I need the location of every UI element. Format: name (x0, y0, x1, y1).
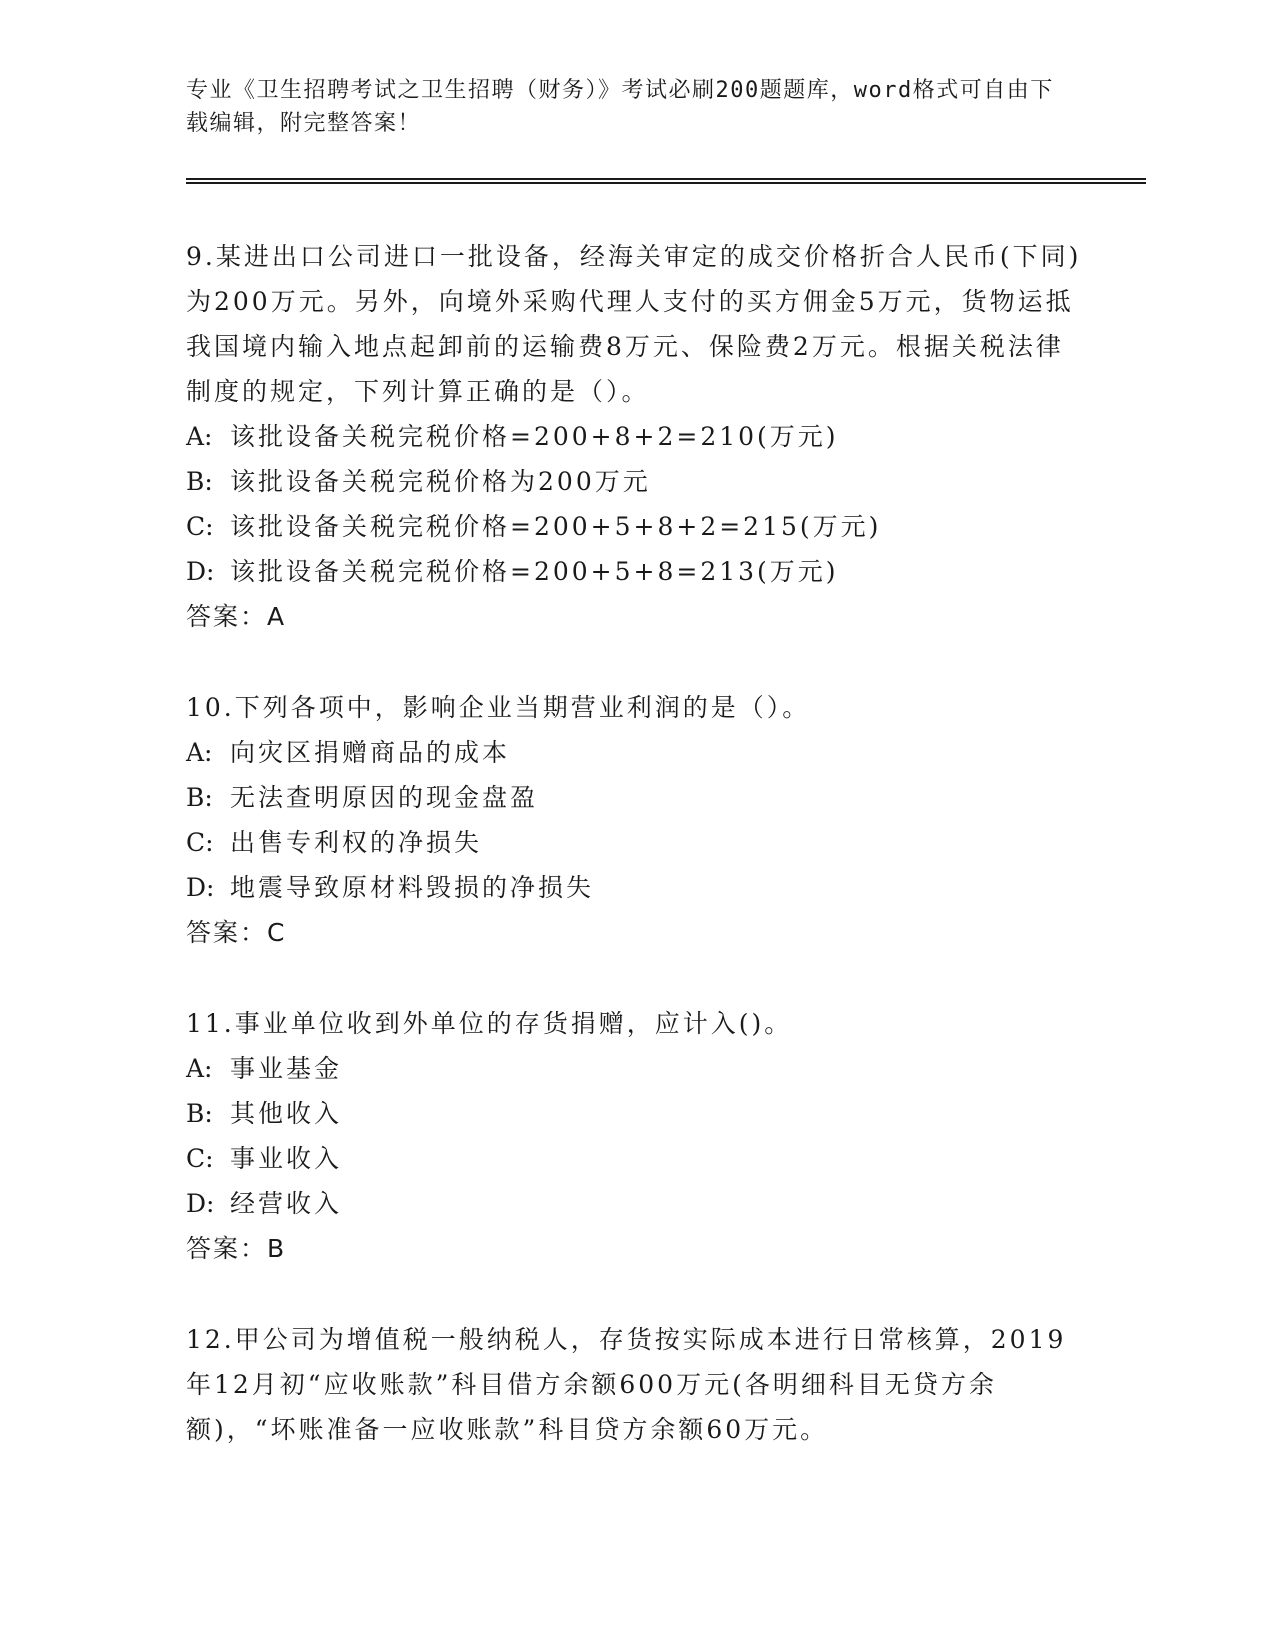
question-9 (186, 234, 1086, 639)
option-a (186, 730, 1086, 775)
option-text: 事业基金 (230, 1054, 343, 1083)
option-text: 出售专利权的净损失 (230, 828, 483, 857)
header-divider-top (186, 178, 1146, 180)
question-10 (186, 685, 1086, 955)
option-a (186, 1046, 1086, 1091)
option-d (186, 865, 1086, 910)
option-b (186, 775, 1086, 820)
option-b (186, 1091, 1086, 1136)
option-letter: D: (186, 1189, 215, 1218)
option-text: 该批设备关税完税价格=200+5+8+2=215(万元) (230, 512, 882, 541)
answer-label: 答案：B (186, 1234, 287, 1263)
option-c (186, 1136, 1086, 1181)
option-c (186, 820, 1086, 865)
option-letter: A: (186, 738, 213, 767)
option-text: 经营收入 (230, 1189, 343, 1218)
question-text: 12.甲公司为增值税一般纳税人，存货按实际成本进行日常核算，2019年12月初“应收账款”科目借方余额600万元(各明细科目无贷方余额)，“坏账准备一应收账款”科目贷方余额60万元。 (186, 1325, 1067, 1444)
option-letter: C: (186, 512, 214, 541)
option-text: 事业收入 (230, 1144, 343, 1173)
option-c (186, 504, 1086, 549)
answer-label: 答案：C (186, 918, 287, 947)
question-text: 11.事业单位收到外单位的存货捐赠，应计入()。 (186, 1009, 793, 1038)
option-text: 无法查明原因的现金盘盈 (230, 783, 539, 812)
option-letter: B: (186, 1099, 213, 1128)
option-text: 该批设备关税完税价格=200+8+2=210(万元) (230, 422, 839, 451)
option-text: 该批设备关税完税价格=200+5+8=213(万元) (230, 557, 839, 586)
option-d (186, 1181, 1086, 1226)
option-letter: C: (186, 1144, 214, 1173)
question-11 (186, 1001, 1086, 1271)
option-letter: A: (186, 1054, 213, 1083)
option-text: 该批设备关税完税价格为200万元 (230, 467, 651, 496)
option-letter: B: (186, 783, 213, 812)
question-text: 10.下列各项中，影响企业当期营业利润的是（）。 (186, 693, 811, 722)
option-d (186, 549, 1086, 594)
option-letter: C: (186, 828, 214, 857)
option-b (186, 459, 1086, 504)
option-letter: A: (186, 422, 213, 451)
question-text: 9.某进出口公司进口一批设备，经海关审定的成交价格折合人民币(下同)为200万元。另外，向境外采购代理人支付的买方佣金5万元，货物运抵我国境内输入地点起卸前的运输费8万元、保险费2万元。根据关税法律制度的规定，下列计算正确的是（）。 (186, 242, 1082, 406)
option-letter: B: (186, 467, 213, 496)
option-letter: D: (186, 873, 215, 902)
document-header: 专业《卫生招聘考试之卫生招聘（财务）》考试必刷200题题库，word格式可自由下载编辑，附完整答案！ (186, 78, 1054, 136)
question-12 (186, 1317, 1086, 1452)
option-text: 其他收入 (230, 1099, 343, 1128)
option-letter: D: (186, 557, 215, 586)
question-list (186, 234, 1086, 1498)
option-text: 地震导致原材料毁损的净损失 (230, 873, 595, 902)
header-divider-bottom (186, 182, 1146, 184)
option-a (186, 414, 1086, 459)
option-text: 向灾区捐赠商品的成本 (230, 738, 511, 767)
answer-label: 答案：A (186, 602, 287, 631)
